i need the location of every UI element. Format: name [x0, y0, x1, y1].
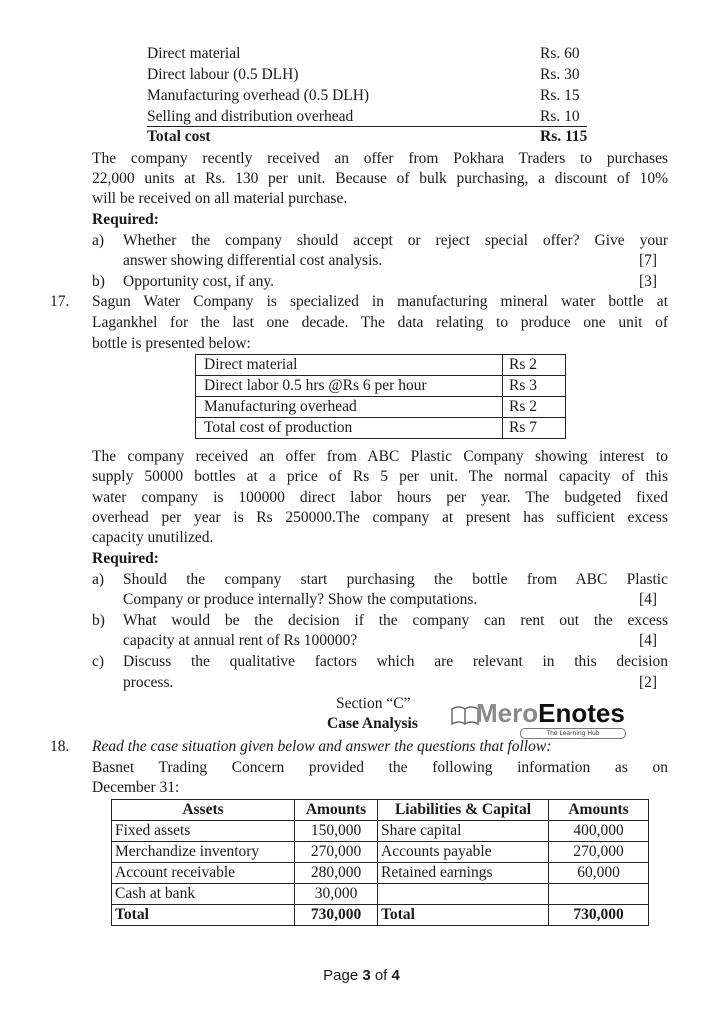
table-cell: Manufacturing overhead	[196, 397, 503, 418]
marks: [4]	[639, 591, 658, 608]
item-letter: a)	[92, 571, 105, 588]
cost-row-amount: Rs. 30	[540, 66, 580, 83]
column-header: Amounts	[295, 800, 378, 821]
marks: [7]	[639, 252, 658, 269]
question-a-line: answer showing differential cost analysis.	[123, 252, 383, 269]
marks: [2]	[639, 674, 658, 691]
unit-cost-table	[195, 354, 566, 439]
paragraph-line: 22,000 units at Rs. 130 per unit. Because of bulk purchasing, a discount of 10%	[92, 170, 668, 187]
table-cell: Rs 3	[503, 376, 566, 397]
table-cell: Direct labor 0.5 hrs @Rs 6 per hour	[196, 376, 503, 397]
paragraph-line: bottle is presented below:	[92, 335, 251, 352]
paragraph-line: The company received an offer from ABC Plastic Company showing interest to	[92, 448, 668, 465]
column-header: Amounts	[549, 800, 649, 821]
table-row	[112, 842, 649, 863]
table-cell	[378, 884, 549, 905]
page-total: 4	[391, 967, 400, 984]
table-cell: Merchandize inventory	[112, 842, 295, 863]
table-row	[112, 821, 649, 842]
question-b-line: Opportunity cost, if any.	[123, 273, 274, 290]
total-rule	[147, 126, 587, 127]
logo-tagline: The Learning Hub	[520, 728, 626, 739]
question-number: 17.	[50, 293, 70, 310]
logo-text-mero: Mero	[476, 698, 539, 728]
question-number: 18.	[50, 738, 70, 755]
table-row	[196, 397, 566, 418]
cost-row-amount: Rs. 15	[540, 87, 580, 104]
page-current: 3	[362, 967, 371, 984]
table-cell: 400,000	[549, 821, 649, 842]
table-cell: 730,000	[549, 905, 649, 926]
question-b-line: What would be the decision if the company can rent out the excess	[123, 612, 668, 629]
page-footer	[0, 966, 723, 986]
question-c-line: Discuss the qualitative factors which are relevant in this decision	[123, 653, 668, 670]
paragraph-line: The company recently received an offer from Pokhara Traders to purchases	[92, 150, 668, 167]
paragraph-line: Sagun Water Company is specialized in manufacturing mineral water bottle at	[92, 293, 668, 310]
question-a-line: Company or produce internally? Show the computations.	[123, 591, 478, 608]
item-letter: a)	[92, 232, 105, 249]
table-cell: Fixed assets	[112, 821, 295, 842]
cost-row-label: Manufacturing overhead (0.5 DLH)	[147, 87, 370, 104]
table-row	[112, 863, 649, 884]
table-header-row	[112, 800, 649, 821]
table-row	[196, 355, 566, 376]
case-instruction: Read the case situation given below and answer the questions that follow:	[92, 738, 552, 755]
cost-row-amount: Rs. 10	[540, 108, 580, 125]
table-cell: Accounts payable	[378, 842, 549, 863]
paragraph-line: water company is 100000 direct labor hours per year. The budgeted fixed	[92, 489, 668, 506]
paragraph-line: Lagankhel for the last one decade. The data relating to produce one unit of	[92, 314, 668, 331]
table-cell: Cash at bank	[112, 884, 295, 905]
table-cell: Total cost of production	[196, 418, 503, 439]
table-cell: Account receivable	[112, 863, 295, 884]
table-cell: Share capital	[378, 821, 549, 842]
paragraph-line: Basnet Trading Concern provided the following information as on	[92, 759, 668, 776]
table-cell: Rs 7	[503, 418, 566, 439]
table-cell: 30,000	[295, 884, 378, 905]
table-cell: 270,000	[549, 842, 649, 863]
table-cell: Rs 2	[503, 355, 566, 376]
table-cell	[549, 884, 649, 905]
column-header: Assets	[112, 800, 295, 821]
balance-sheet-table	[111, 799, 649, 926]
table-cell: 270,000	[295, 842, 378, 863]
table-cell: Rs 2	[503, 397, 566, 418]
paragraph-line: overhead per year is Rs 250000.The company at present has sufficient excess	[92, 509, 668, 526]
cost-total-label: Total cost	[147, 128, 211, 145]
section-title: Section “C”	[336, 695, 411, 712]
table-cell: 280,000	[295, 863, 378, 884]
table-row	[196, 418, 566, 439]
cost-row-amount: Rs. 60	[540, 45, 580, 62]
paragraph-line: supply 50000 bottles at a price of Rs 5 per unit. The normal capacity of this	[92, 468, 668, 485]
cost-row-label: Selling and distribution overhead	[147, 108, 354, 125]
question-a-line: Whether the company should accept or reject special offer? Give your	[123, 232, 668, 249]
table-cell: Direct material	[196, 355, 503, 376]
item-letter: c)	[92, 653, 105, 670]
table-cell: 60,000	[549, 863, 649, 884]
required-heading: Required:	[92, 550, 159, 567]
cost-total-amount: Rs. 115	[540, 128, 588, 145]
table-cell: Total	[112, 905, 295, 926]
column-header: Liabilities & Capital	[378, 800, 549, 821]
table-row	[196, 376, 566, 397]
table-cell: 730,000	[295, 905, 378, 926]
meroenotes-logo	[450, 697, 630, 739]
section-subtitle: Case Analysis	[327, 715, 418, 732]
table-total-row	[112, 905, 649, 926]
paragraph-line: capacity unutilized.	[92, 529, 214, 546]
required-heading: Required:	[92, 211, 159, 228]
question-b-line: capacity at annual rent of Rs 100000?	[123, 632, 358, 649]
paragraph-line: December 31:	[92, 779, 180, 796]
logo-text-enotes: Enotes	[538, 698, 625, 728]
table-cell: Retained earnings	[378, 863, 549, 884]
page-prefix: Page	[323, 967, 363, 984]
item-letter: b)	[92, 273, 105, 290]
marks: [3]	[639, 273, 658, 290]
item-letter: b)	[92, 612, 105, 629]
paragraph-line: will be received on all material purchase.	[92, 190, 348, 207]
cost-row-label: Direct material	[147, 45, 241, 62]
question-a-line: Should the company start purchasing the bottle from ABC Plastic	[123, 571, 668, 588]
page-middle: of	[370, 967, 392, 984]
table-cell: 150,000	[295, 821, 378, 842]
table-cell: Total	[378, 905, 549, 926]
cost-row-label: Direct labour (0.5 DLH)	[147, 66, 299, 83]
table-row	[112, 884, 649, 905]
question-c-line: process.	[123, 674, 174, 691]
marks: [4]	[639, 632, 658, 649]
